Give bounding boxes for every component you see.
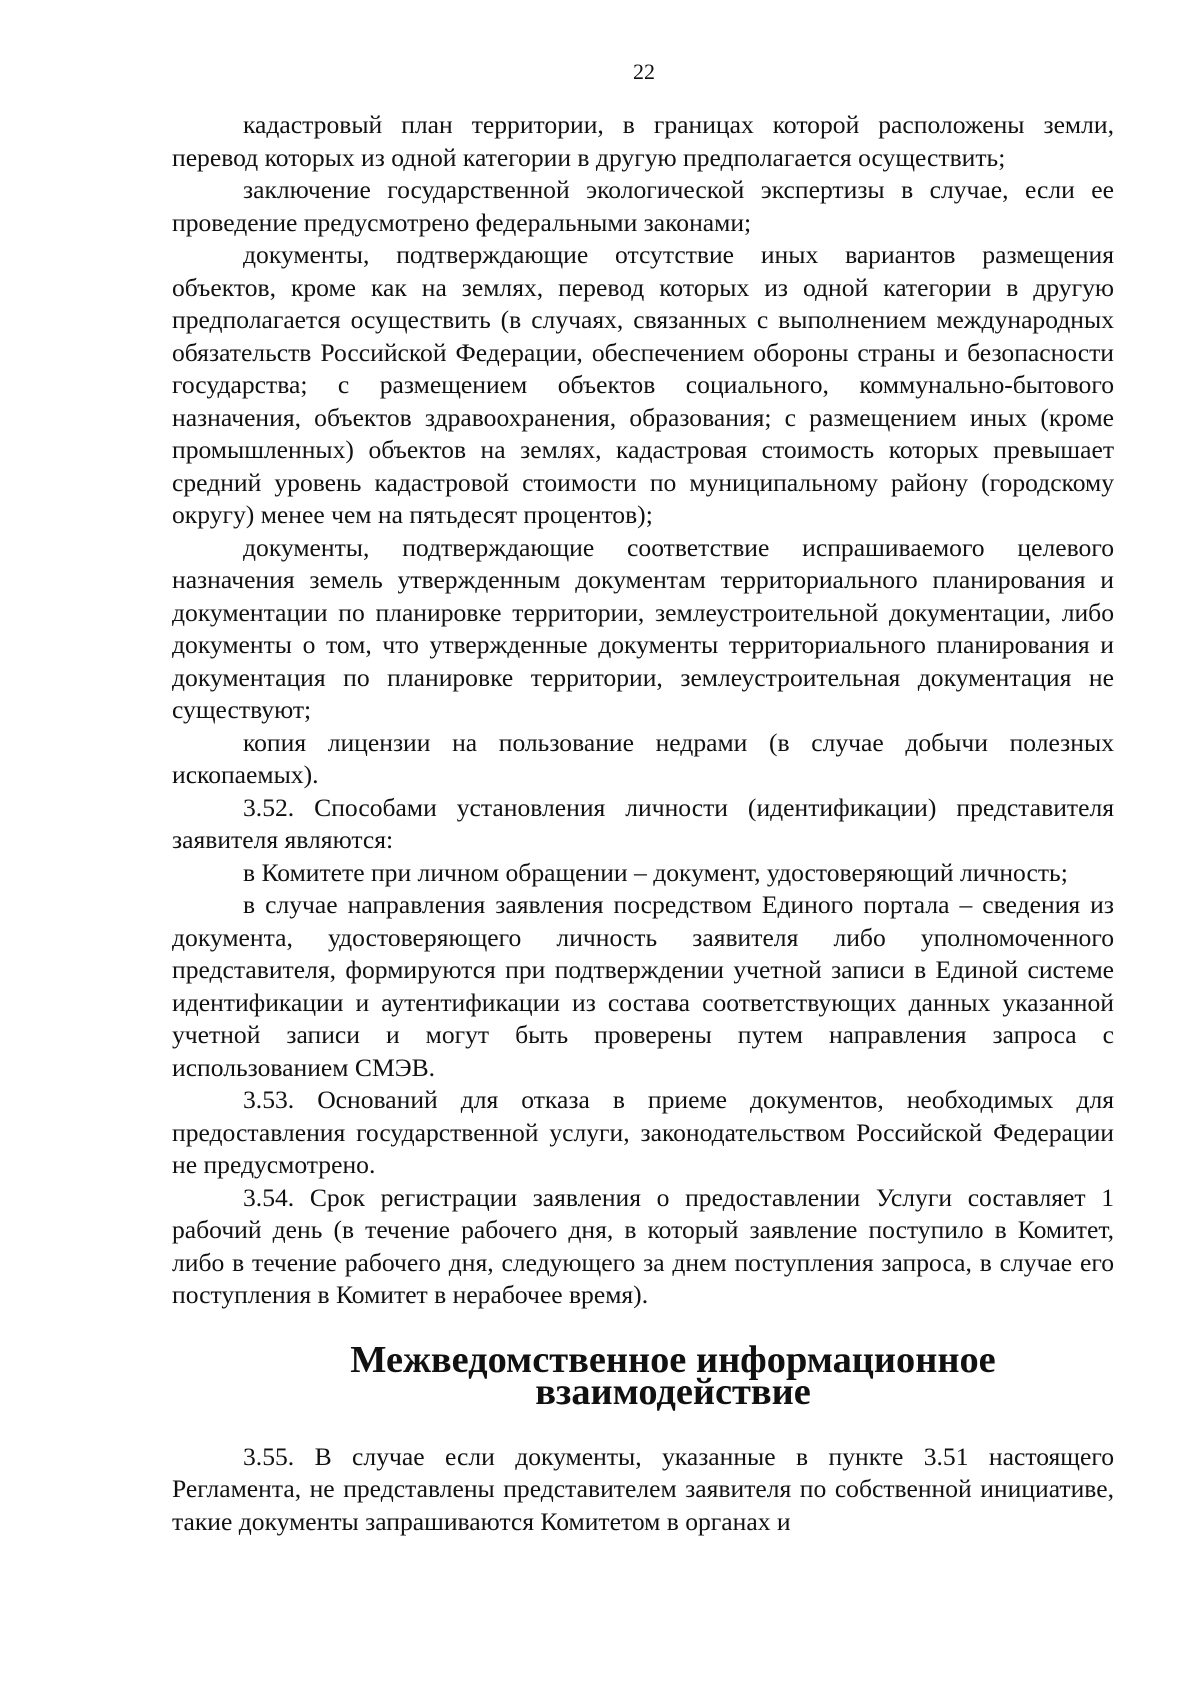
- document-body: [172, 109, 1114, 1538]
- paragraph-3-53: 3.53. Оснований для отказа в приеме документов, необходимых для предоставления государственной услуги, законодательством Российской Федерации не предусмотрено.: [172, 1085, 1114, 1179]
- paragraph-subsoil-license: копия лицензии на пользование недрами (в случае добычи полезных ископаемых).: [172, 727, 1114, 789]
- paragraph-3-52: 3.52. Способами установления личности (идентификации) представителя заявителя являются:: [172, 792, 1114, 854]
- paragraph-3-55: 3.55. В случае если документы, указанные в пункте 3.51 настоящего Регламента, не представлены представителем заявителя по собственной инициативе, такие документы запрашиваются Комитетом в органах и: [172, 1441, 1114, 1536]
- paragraph-cadastral-plan: кадастровый план территории, в границах которой расположены земли, перевод которых из одной категории в другую предполагается осуществить;: [172, 110, 1114, 172]
- paragraph-3-54: 3.54. Срок регистрации заявления о предоставлении Услуги составляет 1 рабочий день (в течение рабочего дня, в который заявление поступило в Комитет, либо в течение рабочего дня, следующего за днем поступления запроса, в случае его поступления в Комитет в нерабочее время).: [172, 1182, 1114, 1309]
- paragraph-ecological-expertise: заключение государственной экологической экспертизы в случае, если ее проведение предусмотрено федеральными законами;: [172, 175, 1114, 237]
- paragraph-personal-visit: в Комитете при личном обращении – документ, удостоверяющий личность;: [243, 857, 1068, 887]
- paragraph-no-alternatives: документы, подтверждающие отсутствие иных вариантов размещения объектов, кроме как на землях, перевод которых из одной категории в другую предполагается осуществить (в случаях, связанных с выполнением международных обязательств Российской Федерации, обеспечением обороны страны и безопасности государства; с размещением объектов социального, коммунально-бытового назначения, объектов здравоохранения, образования; с размещением иных (кроме промышленных) объектов на землях, кадастровая стоимость которых превышает средний уровень кадастровой стоимости по муниципальному району (городскому округу) менее чем на пятьдесят процентов);: [172, 240, 1114, 529]
- section-heading: Межведомственное информационное взаимодействие: [350, 1338, 996, 1413]
- paragraph-unified-portal: в случае направления заявления посредством Единого портала – сведения из документа, удостоверяющего личность заявителя либо уполномоченного представителя, формируются при подтверждении учетной записи в Единой системе идентификации и аутентификации из состава соответствующих данных указанной учетной записи и могут быть проверены путем направления запроса с использованием СМЭВ.: [172, 890, 1114, 1082]
- page-number: 22: [633, 59, 655, 84]
- paragraph-purpose-conformity: документы, подтверждающие соответствие испрашиваемого целевого назначения земель утвержденным документам территориального планирования и документации по планировке территории, землеустроительной документации, либо документы о том, что утвержденные документы территориального планирования и документация по планировке территории, землеустроительная документация не существуют;: [172, 532, 1114, 724]
